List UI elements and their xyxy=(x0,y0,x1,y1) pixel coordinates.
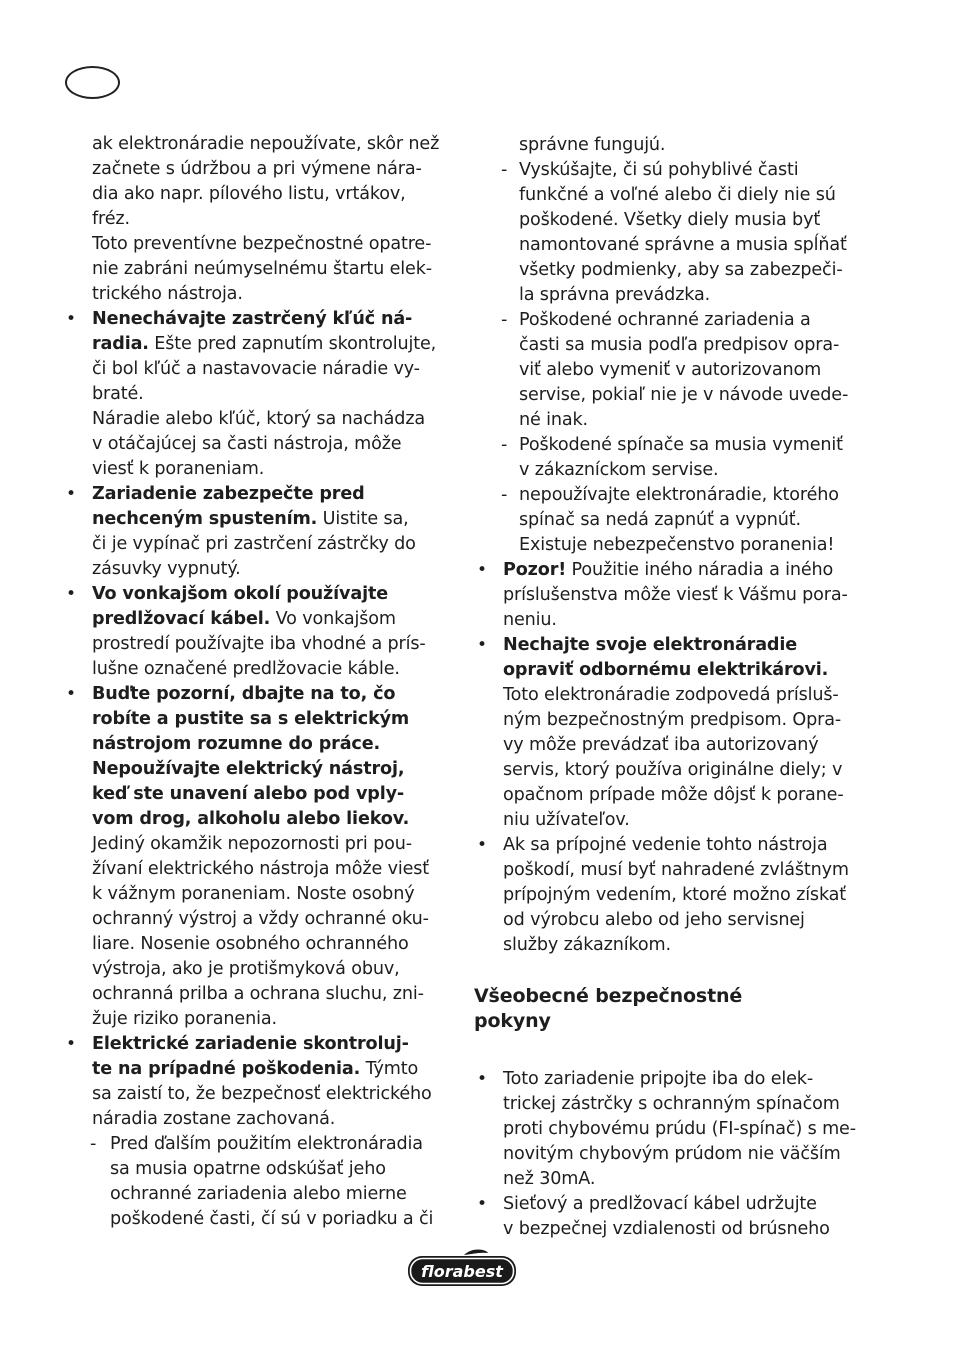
bullet-unintended-start: • Zariadenie zabezpečte pred nechceným spustením. Uistite sa, či je vypínač pri zastrčení zástrčky do zásuvky vypnutý. xyxy=(66,484,416,579)
logo-text: florabest xyxy=(421,1262,503,1281)
sub-dash: - xyxy=(501,160,508,180)
bullet-dot: • xyxy=(477,635,487,655)
bullet-damaged-cord: • Ak sa prípojné vedenie tohto nástroja poškodí, musí byť nahradené zvláštnym prípojným vedením, ktoré možno získať od výrobcu alebo od jeho servisnej služby zákazníkom. xyxy=(477,835,849,955)
bullet-dot: • xyxy=(66,684,76,704)
sub-item-moving-parts: - Vyskúšajte, či sú pohyblivé časti funkčné a voľné alebo či diely nie sú poškodené. Všetky diely musia byť namontované správne a musia spĺňať všetky podmienky, aby sa zabezpeči- la správna prevádzka. xyxy=(501,160,847,305)
bullet-dot: • xyxy=(477,1069,487,1089)
sub-dash: - xyxy=(501,485,508,505)
bullet-dot: • xyxy=(66,584,76,604)
bullet-dot: • xyxy=(477,560,487,580)
left-column xyxy=(63,132,453,1232)
sub-dash: - xyxy=(501,310,508,330)
language-badge-oval xyxy=(65,66,120,99)
sub-item-damaged-protective: - Poškodené ochranné zariadenia a časti sa musia podľa predpisov opra- viť alebo vymeniť v autorizovanom servise, pokiaľ nie je v návode uvede- né inak. xyxy=(501,310,849,430)
bullet-dot: • xyxy=(477,1194,487,1214)
bullet-dot: • xyxy=(66,484,76,504)
bullet-dot: • xyxy=(477,835,487,855)
right-column xyxy=(474,133,864,1242)
bullet-key-removal: • Nenechávajte zastrčený kľúč ná- radia. Ešte pred zapnutím skontrolujte, či bol kľúč a nastavovacie náradie vy- braté. Náradie alebo kľúč, ktorý sa nachádza v otáčajúcej sa časti nástroja, môže viesť k poraneniam. xyxy=(66,309,437,479)
bullet-dot: • xyxy=(66,1034,76,1054)
sub-item-faulty-switch: - nepoužívajte elektronáradie, ktorého spínač sa nedá zapnúť a vypnúť. Existuje nebezpečenstvo poranenia! xyxy=(501,485,839,555)
bullet-fi-switch: • Toto zariadenie pripojte iba do elek- trickej zástrčky s ochranným spínačom proti chybovému prúdu (FI-spínač) s me- novitým chybovým prúdom nie väčším než 30mA. xyxy=(477,1069,856,1189)
logo-leaf-icon xyxy=(464,1250,488,1256)
bullet-cable-distance: • Sieťový a predlžovací kábel udržujte v bezpečnej vzdialenosti od brúsneho xyxy=(477,1194,830,1239)
bullet-check-damage: • Elektrické zariadenie skontroluj- te na prípadné poškodenia. Týmto sa zaistí to, že bezpečnosť elektrického náradia zostane zachovaná. xyxy=(66,1034,432,1129)
bullet-caution-accessories: • Pozor! Použitie iného náradia a iného príslušenstva môže viesť k Vášmu pora- neniu. xyxy=(477,560,848,630)
sub-dash: - xyxy=(90,1134,97,1154)
intro-paragraph: ak elektronáradie nepoužívate, skôr než začnete s údržbou a pri výmene nára- dia ako napr. pílového listu, vrtákov, fréz. Toto preventívne bezpečnostné opatre- nie zabráni neúmyselnému štartu elek- trického nástroja. xyxy=(92,134,440,304)
sub-dash: - xyxy=(501,435,508,455)
sub-item-continuation: správne fungujú. xyxy=(519,135,666,155)
florabest-logo xyxy=(406,1249,518,1289)
bullet-repair-by-electrician: • Nechajte svoje elektronáradie opraviť odbornému elektrikárovi. Toto elektronáradie zodpovedá prísluš- ným bezpečnostným predpisom. Opra- vy môže prevádzať iba autorizovaný servis, ktorý používa originálne diely; v opačnom prípade môže dôjsť k porane- niu užívateľov. xyxy=(477,635,844,830)
bullet-be-attentive: • Buďte pozorní, dbajte na to, čo robíte a pustite sa s elektrickým nástrojom rozumne do práce. Nepoužívajte elektrický nástroj, keď ste unavení alebo pod vply- vom drog, alkoholu alebo liekov. Jediný okamžik nepozornosti pri pou- žívaní elektrického nástroja môže viesť k vážnym poraneniam. Noste osobný ochranný výstroj a vždy ochranné oku- liare. Nosenie osobného ochranného výstroja, ako je protišmyková obuv, ochranná prilba a ochrana sluchu, zni- žuje riziko poranenia. xyxy=(66,684,430,1029)
bullet-dot: • xyxy=(66,309,76,329)
section-heading: Všeobecné bezpečnostné pokyny xyxy=(474,985,743,1032)
sub-item-test-protective: - Pred ďalším použitím elektronáradia sa musia opatrne odskúšať jeho ochranné zariadenia alebo mierne poškodené časti, čí sú v poriadku a či xyxy=(90,1134,434,1229)
bullet-extension-cable: • Vo vonkajšom okolí používajte predlžovací kábel. Vo vonkajšom prostredí používajte iba vhodné a prís- lušne označené predlžovacie káble. xyxy=(66,584,426,679)
sub-item-damaged-switches: - Poškodené spínače sa musia vymeniť v zákazníckom servise. xyxy=(501,435,843,480)
